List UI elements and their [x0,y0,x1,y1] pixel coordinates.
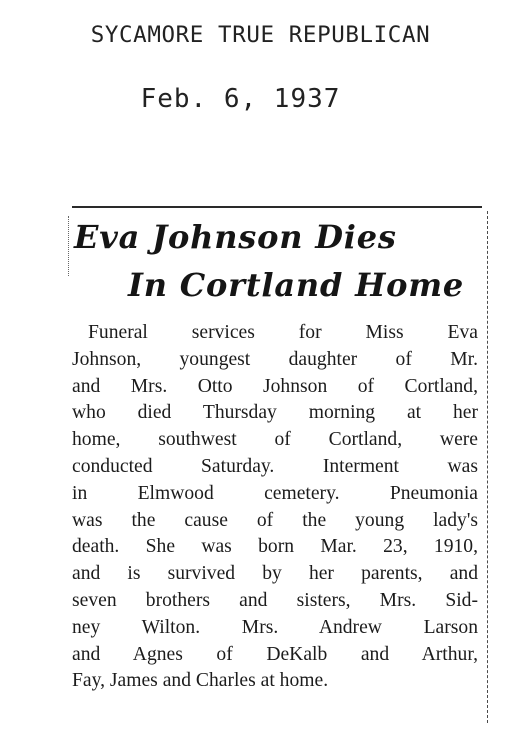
article-line: was the cause of the young lady's [72,509,478,531]
article-line: and is survived by her parents, and [72,563,478,585]
publication-date: Feb. 6, 1937 [140,84,341,114]
article-body [72,320,478,695]
publication-name: SYCAMORE TRUE REPUBLICAN [90,22,431,48]
headline-line-2: In Cortland Home [128,266,465,304]
article-line: Johnson, youngest daughter of Mr. [72,348,478,370]
article-line: Funeral services for Miss Eva [88,322,478,343]
clipping-right-rule [487,211,488,723]
newspaper-clipping [62,196,492,726]
article-line: conducted Saturday. Interment was [72,455,478,477]
headline-line-1: Eva Johnson Dies [74,218,397,256]
article-line: ney Wilton. Mrs. Andrew Larson [72,616,478,638]
article-line: Fay, James and Charles at home. [72,670,329,692]
article-line: home, southwest of Cortland, were [72,429,478,451]
clipping-left-edge [68,216,69,276]
article-line: and Mrs. Otto Johnson of Cortland, [72,375,478,397]
clipping-top-rule [72,206,482,208]
article-line: in Elmwood cemetery. Pneumonia [72,482,478,504]
article-line: who died Thursday morning at her [72,402,478,424]
article-line: seven brothers and sisters, Mrs. Sid- [72,589,478,611]
article-line: death. She was born Mar. 23, 1910, [72,536,478,558]
article-line: and Agnes of DeKalb and Arthur, [72,643,478,665]
